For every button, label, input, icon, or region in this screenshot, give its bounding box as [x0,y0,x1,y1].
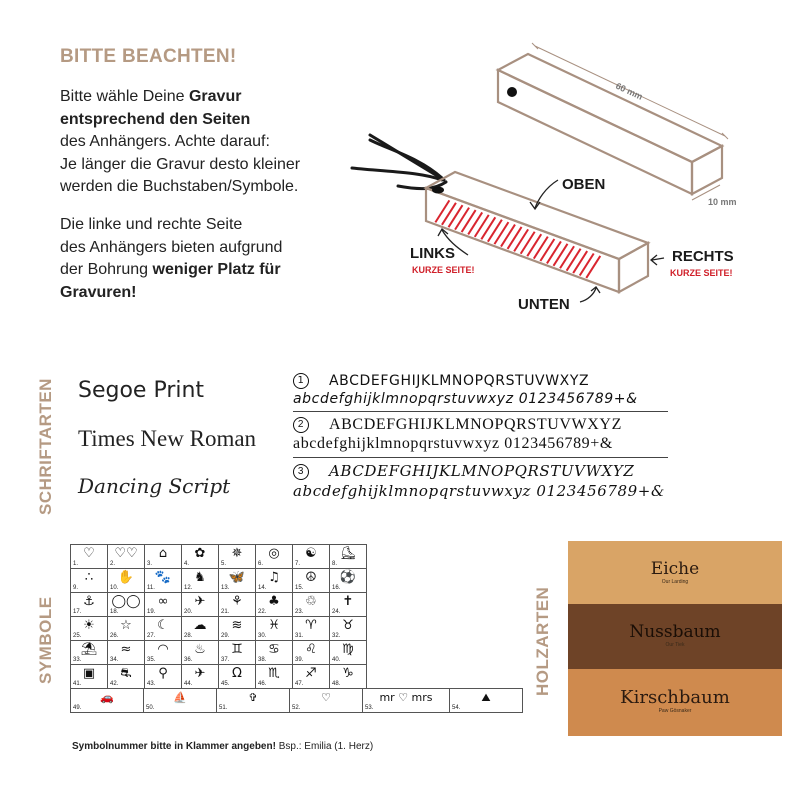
symbol-icon: ✿ [194,546,206,561]
symbol-cell-wide [450,689,523,713]
symbol-cell [108,641,145,665]
hatch-line [435,200,449,222]
symbol-cell [256,593,293,617]
symbol-cell [330,617,367,641]
symbol-icon: ✈ [194,666,206,681]
label-left: LINKS [410,245,455,262]
symbol-icon: ⛸ [339,546,357,561]
symbol-cell [108,569,145,593]
hatch-line [481,217,495,239]
symbol-cell [293,569,330,593]
symbol-number: 34. [110,657,119,663]
symbol-cell [182,545,219,569]
hatch-line [534,237,548,259]
symbol-cell [182,617,219,641]
symbol-number: 47. [295,681,304,687]
symbol-icon: 🦋 [228,570,246,585]
hatch-line [521,232,535,254]
symbol-number: 13. [221,585,230,591]
symbol-cell [293,641,330,665]
symbol-icon: Ω [232,666,242,681]
symbol-number: 42. [110,681,119,687]
dim-length-label: 60 mm [614,80,645,102]
symbol-cell [330,593,367,617]
symbol-number: 4. [184,561,190,567]
symbol-cell [145,593,182,617]
symbol-number: 21. [221,609,230,615]
symbol-icon: ♲ [305,594,317,609]
symbol-cell [219,569,256,593]
symbol-number: 48. [332,681,341,687]
symbol-icon: ✋ [117,570,135,585]
symbol-number: 9. [73,585,79,591]
symbol-number: 17. [73,609,82,615]
symbol-cell [182,665,219,689]
symbol-icon: ≈ [120,642,132,657]
symbol-number: 10. [110,585,119,591]
hatch-line [514,229,528,251]
symbol-icon: ♋ [268,642,280,657]
symbol-icon: mr ♡ mrs [379,691,433,704]
symbol-cell [256,617,293,641]
wood-name: Nussbaum [629,622,721,642]
symbol-icon: ♊ [231,642,243,657]
symbol-icon: ◯◯ [111,594,141,609]
symbol-number: 18. [110,609,119,615]
symbol-cell [256,665,293,689]
symbol-number: 15. [295,585,304,591]
symbol-number: 54. [452,705,461,711]
symbol-cell [71,665,108,689]
symbol-icon: ♐ [305,666,317,681]
symbol-icon: ◠ [157,642,169,657]
label-right-note: KURZE SEITE! [670,268,733,278]
symbol-cell [108,545,145,569]
symbol-number: 50. [146,705,155,711]
symbol-icon: ▣ [82,666,96,681]
symbol-icon: ♓ [268,618,280,633]
symbol-number: 7. [295,561,301,567]
symbol-number: 40. [332,657,341,663]
symbol-cell [108,593,145,617]
wood-name: Eiche [650,559,700,579]
symbol-cell [145,617,182,641]
hatch-line [573,251,587,273]
symbol-icon: ◎ [268,546,280,561]
symbol-icon: ♏ [268,666,280,681]
symbol-icon: ✈ [194,594,206,609]
font-name-times: Times New Roman [78,426,257,451]
hatch-line [448,205,462,227]
symbol-cell [182,641,219,665]
symbol-icon: ⚓ [83,594,95,609]
symbol-cell [108,617,145,641]
symbol-icon: ⚘ [231,594,243,609]
notice-paragraph-1: Bitte wähle Deine Gravur entsprechend den Seiten des Anhängers. Achte darauf: Je länger die Gravur desto kleiner werden die Buchstaben/Symbole. [60,88,301,195]
wood-sample-1 [568,604,782,669]
symbol-icon: ♞ [194,570,206,585]
symbol-icon: ♌ [305,642,317,657]
bore-hole-icon [507,87,517,97]
symbol-cell [108,665,145,689]
fonts-section-label: SCHRIFTARTEN [36,378,55,515]
symbol-number: 6. [258,561,264,567]
symbol-number: 24. [332,609,341,615]
hatch-line [553,244,567,266]
symbol-number: 16. [332,585,341,591]
symbol-number: 32. [332,633,341,639]
symbol-cell-wide [363,689,450,713]
label-left-note: KURZE SEITE! [412,265,475,275]
hatch-line [567,249,581,271]
symbol-number: 14. [258,585,267,591]
symbol-number: 27. [147,633,156,639]
hatch-line [488,220,502,242]
sample-divider-2 [293,457,668,458]
symbol-icon: ⛱ [80,642,98,657]
hatch-line [475,215,489,237]
symbol-cell [330,641,367,665]
symbol-number: 53. [365,705,374,711]
symbol-icon: ⚽ [339,570,357,585]
hatch-line [442,203,456,225]
symbol-number: 8. [332,561,338,567]
hatch-line [586,256,600,278]
hatch-line [508,227,522,249]
wood-sample-2 [568,669,782,736]
sample-2-lower: abcdefghijklmnopqrstuvwxyz 0123456789+& [293,435,613,452]
symbol-cell [219,545,256,569]
symbol-cell [293,617,330,641]
symbol-number: 31. [295,633,304,639]
label-bottom: UNTEN [518,296,570,313]
symbol-number: 41. [73,681,82,687]
symbol-cell [330,569,367,593]
symbol-number: 19. [147,609,156,615]
symbol-icon: ☮ [305,570,317,585]
wood-section-label: HOLZARTEN [533,586,552,696]
hatch-line [540,239,554,261]
symbol-number: 2. [110,561,116,567]
symbol-icon: ☀ [83,618,95,633]
hatch-line [501,225,515,247]
font-samples [293,373,668,500]
sample-3-lower: abcdefghijklmnopqrstuvwxyz 0123456789+& [293,482,665,500]
symbols-section-label: SYMBOLE [36,596,55,684]
wood-sub: Paw Gösnaker [658,708,692,714]
symbol-cell [293,545,330,569]
symbol-icon: ♡ [321,691,331,704]
symbol-cell-wide [144,689,217,713]
symbol-icon: ♍ [342,642,354,657]
wood-sample-0 [568,541,782,604]
hatch-line [547,241,561,263]
symbol-number: 29. [221,633,230,639]
symbol-number: 30. [258,633,267,639]
symbol-icon: ∞ [157,594,169,609]
symbol-cell [71,641,108,665]
symbol-cell [256,569,293,593]
pendant-diagram [330,40,790,330]
symbol-icon: ⛐ [120,666,132,681]
symbol-note: Symbolnummer bitte in Klammer angeben! Bsp.: Emilia (1. Herz) [72,741,374,752]
symbol-icon: 🐾 [154,570,172,585]
symbol-cell-wide [71,689,144,713]
arrows [438,180,664,302]
symbol-cell [330,665,367,689]
symbol-number: 28. [184,633,193,639]
symbol-cell [256,641,293,665]
symbol-cell [330,545,367,569]
sample-1-upper: 1 ABCDEFGHIJKLMNOPQRSTUVWXYZ [293,373,668,389]
symbol-cell [71,569,108,593]
symbol-icon: ♫ [268,570,280,585]
symbol-cell [182,593,219,617]
symbol-number: 46. [258,681,267,687]
symbol-icon: ⛰ [481,691,491,704]
symbol-number: 12. [184,585,193,591]
label-top: OBEN [562,176,606,193]
sample-divider-1 [293,411,668,412]
symbol-cell-wide [217,689,290,713]
symbol-cell [293,593,330,617]
symbol-number: 22. [258,609,267,615]
notice-heading: BITTE BEACHTEN! [60,46,237,67]
symbol-icon: ✞ [248,691,258,704]
symbol-icon: ⚲ [158,666,168,681]
symbol-row [71,593,367,617]
symbol-icon: ☾ [157,618,169,633]
symbol-number: 38. [258,657,267,663]
symbol-number: 44. [184,681,193,687]
symbol-cell [71,617,108,641]
symbol-icon: ☆ [120,618,132,633]
hatch-line [560,246,574,268]
symbol-number: 20. [184,609,193,615]
symbol-row [71,641,367,665]
symbol-cell [219,593,256,617]
font-name-dancing: Dancing Script [78,474,231,498]
symbol-cell [219,665,256,689]
hatch-line [527,234,541,256]
symbol-cell [256,545,293,569]
symbol-number: 52. [292,705,301,711]
symbol-number: 33. [73,657,82,663]
symbol-number: 1. [73,561,79,567]
symbol-icon: ♑ [342,666,354,681]
symbol-number: 37. [221,657,230,663]
hatch-line [468,212,482,234]
sample-3-upper: 3 ABCDEFGHIJKLMNOPQRSTUVWXYZ [293,462,668,480]
symbol-cell [182,569,219,593]
symbol-icon: ☯ [305,546,317,561]
symbol-number: 36. [184,657,193,663]
symbol-number: 43. [147,681,156,687]
symbol-cell-wide [290,689,363,713]
symbol-icon: ⛵ [173,691,187,704]
label-right: RECHTS [672,248,734,265]
dimension-bar [498,54,722,194]
symbol-number: 3. [147,561,153,567]
symbol-icon: ♡♡ [114,546,138,561]
wood-samples [568,541,782,736]
symbol-cell [145,641,182,665]
wood-sub: Our Tiek [665,642,685,648]
symbol-grid [70,544,523,713]
symbol-number: 11. [147,585,155,591]
symbol-icon: ☁ [193,618,207,633]
symbol-icon: ⌂ [158,546,168,561]
hatch-line [580,253,594,275]
sample-1-lower: abcdefghijklmnopqrstuvwxyz 0123456789+& [293,391,638,407]
symbol-icon: ✵ [231,546,243,561]
symbol-icon: 🚗 [100,691,114,704]
symbol-row [71,665,367,689]
symbol-row [71,569,367,593]
wood-sub: Our Larding [661,579,689,585]
hatch-line [462,210,476,232]
symbol-number: 45. [221,681,230,687]
symbol-cell [293,665,330,689]
symbol-number: 49. [73,705,82,711]
sample-2-upper: 2 ABCDEFGHIJKLMNOPQRSTUVWXYZ [293,416,668,434]
dim-width-label: 10 mm [708,197,737,207]
symbol-row [71,545,367,569]
symbol-cell [145,665,182,689]
symbol-number: 23. [295,609,304,615]
symbol-icon: ♣ [268,594,280,609]
cord-icon [352,135,446,189]
symbol-cell [145,569,182,593]
symbol-icon: ∴ [84,570,94,585]
symbol-number: 26. [110,633,119,639]
symbol-row [71,617,367,641]
symbol-icon: ♨ [194,642,206,657]
symbol-cell [219,617,256,641]
symbol-number: 25. [73,633,82,639]
symbol-number: 35. [147,657,156,663]
font-name-segoe: Segoe Print [78,378,205,403]
hatch-line [455,208,469,230]
wood-name: Kirschbaum [620,687,730,708]
symbol-icon: ♡ [83,546,95,561]
symbol-cell [71,545,108,569]
hatch-line [494,222,508,244]
notice-paragraph-2: Die linke und rechte Seite des Anhängers bieten aufgrund der Bohrung weniger Platz für Gravuren! [60,216,283,301]
symbol-cell [71,593,108,617]
symbol-cell [145,545,182,569]
symbol-number: 39. [295,657,304,663]
symbol-icon: ♉ [342,618,354,633]
symbol-number: 51. [219,705,228,711]
symbol-icon: ≋ [231,618,243,633]
symbol-cell [219,641,256,665]
symbol-number: 5. [221,561,227,567]
symbol-icon: ✝ [342,594,354,609]
symbol-icon: ♈ [305,618,317,633]
